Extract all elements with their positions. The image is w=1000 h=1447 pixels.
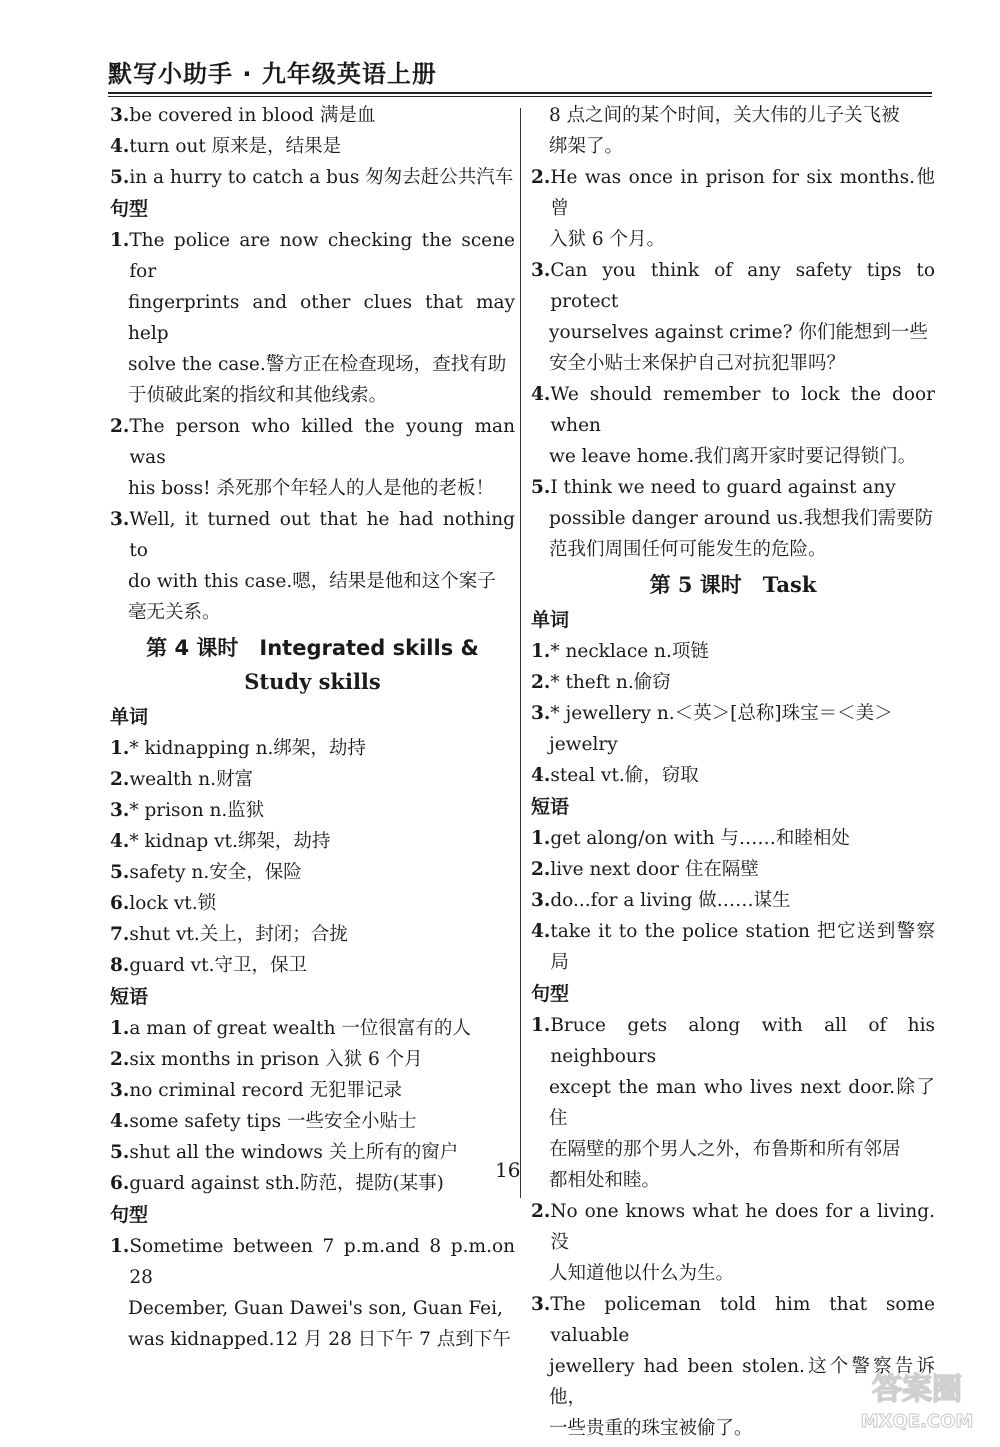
list-item: 4. * kidnap vt.绑架，劫持 bbox=[110, 831, 331, 852]
list-item-continuation: 8 点之间的某个时间，关大伟的儿子关飞被 bbox=[549, 105, 900, 126]
list-item: 5. shut all the windows 关上所有的窗户 bbox=[110, 1142, 459, 1163]
list-item: 2. * theft n.偷窃 bbox=[531, 672, 671, 693]
sentence-list bbox=[110, 225, 515, 628]
left-column bbox=[110, 100, 515, 1355]
word-list bbox=[110, 733, 515, 981]
section-title-words: 单词 bbox=[531, 609, 570, 631]
list-item: 1. Sometime between 7 p.m.and 8 p.m.on 28 bbox=[110, 1236, 515, 1288]
list-item: 1. * kidnapping n.绑架，劫持 bbox=[110, 738, 366, 759]
list-item: 8. guard vt.守卫，保卫 bbox=[110, 955, 307, 976]
list-item: 2. live next door 住在隔壁 bbox=[531, 859, 759, 880]
section-title-words: 单词 bbox=[110, 706, 149, 728]
list-item-continuation: 人知道他以什么为生。 bbox=[549, 1263, 735, 1284]
sentence-list-2 bbox=[110, 1231, 515, 1355]
list-item-continuation: 绑架了。 bbox=[549, 136, 624, 157]
list-item-continuation: do with this case.嗯，结果是他和这个案子 bbox=[128, 571, 496, 592]
section-title-sentences-2: 句型 bbox=[531, 983, 570, 1005]
list-item: 7. shut vt.关上，封闭；合拢 bbox=[110, 924, 348, 945]
list-item-continuation: 范我们周围任何可能发生的危险。 bbox=[549, 539, 827, 560]
list-item-continuation: his boss! 杀死那个年轻人的人是他的老板！ bbox=[128, 478, 494, 499]
list-item: 1. a man of great wealth 一位很富有的人 bbox=[110, 1018, 471, 1039]
running-header: 默写小助手 · 九年级英语上册 bbox=[108, 60, 437, 88]
list-item: 4. take it to the police station 把它送到警察局 bbox=[531, 921, 935, 973]
list-item: 5. in a hurry to catch a bus 匆匆去赶公共汽车 bbox=[110, 167, 514, 188]
list-item: 2. The person who killed the young man was bbox=[110, 416, 515, 468]
list-item: 1. * necklace n.项链 bbox=[531, 641, 709, 662]
list-item-continuation: 都相处和睦。 bbox=[549, 1170, 661, 1191]
list-item-continuation: fingerprints and other clues that may help bbox=[128, 292, 515, 344]
svg-text:MXQE.COM: MXQE.COM bbox=[860, 1411, 974, 1432]
phrase-list bbox=[531, 823, 935, 978]
section-title-phrases: 短语 bbox=[531, 796, 570, 818]
list-item: 4. turn out 原来是，结果是 bbox=[110, 136, 342, 157]
list-item-continuation: possible danger around us.我想我们需要防 bbox=[549, 508, 934, 529]
list-item: 3. * prison n.监狱 bbox=[110, 800, 265, 821]
list-item-continuation: December, Guan Dawei's son, Guan Fei, bbox=[128, 1298, 503, 1319]
header-rule bbox=[108, 92, 932, 94]
list-item-continuation: 一些贵重的珠宝被偷了。 bbox=[549, 1418, 753, 1439]
list-item-continuation: was kidnapped.12 月 28 日下午 7 点到下午 bbox=[128, 1329, 511, 1350]
section-title-sentences-2: 句型 bbox=[110, 1204, 149, 1226]
list-item: 4. steal vt.偷，窃取 bbox=[531, 765, 699, 786]
list-item: 3. Can you think of any safety tips to protect bbox=[531, 260, 935, 312]
watermark-logo bbox=[842, 1365, 992, 1435]
list-item: 2. six months in prison 入狱 6 个月 bbox=[110, 1049, 423, 1070]
section-title-sentences: 句型 bbox=[110, 198, 149, 220]
svg-text:答案圈: 答案圈 bbox=[872, 1372, 962, 1407]
list-item: 6. guard against sth.防范，提防(某事) bbox=[110, 1173, 444, 1194]
list-item: 5. safety n.安全，保险 bbox=[110, 862, 302, 883]
list-item: 1. get along/on with 与……和睦相处 bbox=[531, 828, 850, 849]
list-item-continuation: except the man who lives next door.除了住 bbox=[549, 1077, 935, 1129]
list-item-continuation: 入狱 6 个月。 bbox=[549, 229, 666, 250]
list-item: 2. No one knows what he does for a living.没 bbox=[531, 1201, 935, 1253]
lesson-5-title: 第 5 课时 Task bbox=[649, 572, 817, 597]
list-item-continuation: 于侦破此案的指纹和其他线索。 bbox=[128, 385, 388, 406]
column-divider bbox=[520, 108, 521, 1198]
list-item: 5. I think we need to guard against any bbox=[531, 477, 896, 498]
lesson-4-title: 第 4 课时 Integrated skills & Study skills bbox=[146, 636, 479, 694]
list-item: 4. We should remember to lock the door when bbox=[531, 384, 935, 436]
right-column bbox=[531, 100, 935, 1444]
list-item: 3. * jewellery n.＜英＞[总称]珠宝＝＜美＞ bbox=[531, 703, 893, 724]
word-list bbox=[531, 636, 935, 791]
list-item: 6. lock vt.锁 bbox=[110, 893, 217, 914]
section-title-phrases: 短语 bbox=[110, 986, 149, 1008]
list-item-continuation: 毫无关系。 bbox=[128, 602, 221, 623]
list-item: 1. Bruce gets along with all of his neighbours bbox=[531, 1015, 935, 1067]
list-item: 1. The police are now checking the scene for bbox=[110, 230, 515, 282]
list-item: 3. The policeman told him that some valuable bbox=[531, 1294, 935, 1346]
header-rule-thin bbox=[108, 96, 932, 97]
phrase-list-continued bbox=[110, 100, 515, 193]
list-item-continuation: jewelry bbox=[549, 734, 618, 755]
list-item-continuation: we leave home.我们离开家时要记得锁门。 bbox=[549, 446, 917, 467]
list-item: 2. wealth n.财富 bbox=[110, 769, 254, 790]
list-item: 4. some safety tips 一些安全小贴士 bbox=[110, 1111, 417, 1132]
list-item-continuation: jewellery had been stolen.这个警察告诉他， bbox=[549, 1356, 935, 1408]
list-item-continuation: solve the case.警方正在检查现场，查找有助 bbox=[128, 354, 507, 375]
list-item: 3. no criminal record 无犯罪记录 bbox=[110, 1080, 402, 1101]
phrase-list bbox=[110, 1013, 515, 1199]
sentence-list-continued bbox=[531, 162, 935, 565]
list-item-continuation: 在隔壁的那个男人之外，布鲁斯和所有邻居 bbox=[549, 1139, 901, 1160]
list-item: 3. Well, it turned out that he had nothing to bbox=[110, 509, 515, 561]
list-item: 2. He was once in prison for six months.他曾 bbox=[531, 167, 935, 219]
list-item-continuation: yourselves against crime? 你们能想到一些 bbox=[549, 322, 928, 343]
list-item: 3. do...for a living 做……谋生 bbox=[531, 890, 791, 911]
list-item-continuation: 安全小贴士来保护自己对抗犯罪吗？ bbox=[549, 353, 846, 374]
page-number: 16 bbox=[495, 1158, 521, 1182]
list-item: 3. be covered in blood 满是血 bbox=[110, 105, 376, 126]
